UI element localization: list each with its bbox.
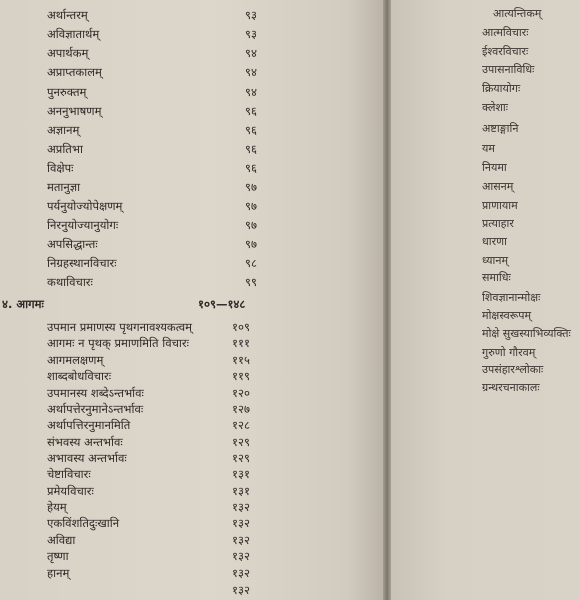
toc-entry-page: १३२: [232, 566, 250, 580]
toc-entry-page: ९६: [245, 123, 257, 137]
toc-entry-page: ९४: [245, 65, 257, 79]
toc-entry-title: हेयम्: [47, 500, 67, 514]
toc-entry-title: अप्राप्तकालम्: [47, 65, 102, 79]
toc-entry-title: निग्रहस्थानविचारः: [47, 256, 117, 270]
toc-entry-page: १३१: [232, 467, 250, 481]
book-gutter: [383, 0, 391, 600]
toc-entry-title: आसनम्: [482, 180, 514, 193]
toc-entry-title: क्रियायोगः: [482, 82, 521, 95]
toc-entry-title: एकविंशतिदुःखानि: [47, 516, 120, 530]
toc-entry-page: ९७: [245, 199, 257, 213]
toc-entry-page: ९६: [245, 142, 257, 156]
toc-entry-title: ग्रन्थरचनाकालः: [482, 381, 540, 394]
toc-entry-page: १२७: [232, 402, 250, 416]
toc-entry-title: ध्यानम्: [482, 254, 509, 267]
toc-entry-title: मोक्षस्वरूपम्: [482, 309, 532, 322]
toc-entry-title: चेष्टाविचारः: [47, 467, 91, 481]
toc-entry-title: उपासनाविधिः: [482, 63, 535, 76]
toc-entry-title: आत्मविचारः: [482, 26, 529, 39]
toc-entry-title: अविज्ञातार्थम्: [47, 27, 100, 41]
section-page-range: १०९—१४८: [198, 297, 246, 311]
right-page: [391, 0, 579, 600]
toc-entry-page: १३२: [232, 533, 250, 547]
toc-entry-page: १२८: [232, 418, 250, 432]
toc-entry-page: ९७: [245, 237, 257, 251]
toc-entry-page: ९७: [245, 218, 257, 232]
toc-entry-page: १२०: [232, 386, 250, 400]
toc-entry-page: १०९: [232, 320, 250, 334]
toc-entry-page: १२९: [232, 451, 250, 465]
toc-entry-title: निरनुयोज्यानुयोगः: [47, 218, 119, 232]
toc-entry-title: मोक्षे सुखस्याभिव्यक्तिः: [482, 327, 571, 340]
toc-entry-title: प्रमेयविचारः: [47, 484, 94, 498]
toc-entry-page: १३२: [232, 583, 250, 597]
toc-entry-page: ९९: [245, 275, 257, 289]
toc-entry-title: यम: [482, 142, 495, 155]
toc-entry-title: ईश्वरविचारः: [482, 45, 529, 58]
toc-entry-title: विक्षेपः: [47, 161, 74, 175]
toc-entry-page: ९६: [245, 104, 257, 118]
toc-entry-title: कथाविचारः: [47, 275, 93, 289]
toc-entry-page: ९६: [245, 161, 257, 175]
toc-entry-title: हानम्: [47, 566, 70, 580]
toc-entry-page: १३२: [232, 500, 250, 514]
toc-entry-page: ९३: [245, 8, 257, 22]
toc-entry-page: ९३: [245, 27, 257, 41]
toc-entry-title: पर्यनुयोज्योपेक्षणम्: [47, 199, 123, 213]
toc-entry-page: १३२: [232, 516, 250, 530]
toc-entry-page: १३१: [232, 484, 250, 498]
toc-entry-title: अष्टाङ्गानि: [482, 122, 519, 135]
toc-entry-title: अर्थापत्तेरनुमानेऽन्तर्भावः: [47, 402, 144, 416]
toc-entry-title: मतानुज्ञा: [47, 180, 81, 194]
toc-entry-title: उपमान प्रमाणस्य पृथगनावश्यकत्वम्: [47, 320, 193, 334]
toc-entry-title: गुरुणो गौरवम्: [482, 346, 536, 359]
toc-entry-title: आगमलक्षणम्: [47, 353, 104, 367]
toc-entry-page: ११५: [232, 353, 250, 367]
toc-entry-title: नियमा: [482, 161, 507, 174]
toc-entry-title: धारणा: [482, 235, 507, 248]
toc-entry-title: आगमः न पृथक् प्रमाणमिति विचारः: [47, 336, 189, 350]
toc-entry-title: तृष्णा: [47, 549, 69, 563]
toc-entry-title: अपार्थकम्: [47, 46, 89, 60]
toc-entry-title: उपमानस्य शब्देऽन्तर्भावः: [47, 386, 144, 400]
toc-entry-title: प्रत्याहार: [482, 217, 514, 230]
section-heading: ४. आगमः: [2, 297, 44, 311]
toc-entry-title: अपसिद्धान्तः: [47, 237, 98, 251]
toc-entry-title: अर्थापत्तिरनुमानमिति: [47, 418, 131, 432]
toc-entry-title: प्राणायाम: [482, 199, 518, 212]
toc-entry-title: क्लेशाः: [482, 101, 509, 114]
toc-entry-title: अननुभाषणम्: [47, 104, 102, 118]
toc-entry-title: संभवस्य अन्तर्भावः: [47, 435, 123, 449]
toc-entry-title: अविद्या: [47, 533, 76, 547]
toc-entry-title: पुनरुक्तम्: [47, 85, 87, 99]
toc-entry-title: आत्यन्तिकम्: [493, 7, 542, 20]
toc-entry-page: १२९: [232, 435, 250, 449]
toc-entry-page: ११९: [232, 369, 250, 383]
toc-entry-title: शिवज्ञानान्मोक्षः: [482, 291, 541, 304]
toc-entry-title: अप्रतिभा: [47, 142, 83, 156]
toc-entry-page: ९४: [245, 85, 257, 99]
toc-entry-title: समाधिः: [482, 271, 511, 284]
toc-entry-title: शाब्दबोधविचारः: [47, 369, 112, 383]
toc-entry-page: ९७: [245, 180, 257, 194]
toc-entry-title: उपसंहारश्लोकाः: [482, 363, 544, 376]
toc-entry-title: अभावस्य अन्तर्भावः: [47, 451, 127, 465]
toc-entry-page: ९४: [245, 46, 257, 60]
toc-entry-page: १३२: [232, 549, 250, 563]
toc-entry-title: अर्थान्तरम्: [47, 8, 88, 22]
toc-entry-page: ९८: [245, 256, 257, 270]
toc-entry-page: १११: [232, 336, 250, 350]
toc-entry-title: अज्ञानम्: [47, 123, 80, 137]
